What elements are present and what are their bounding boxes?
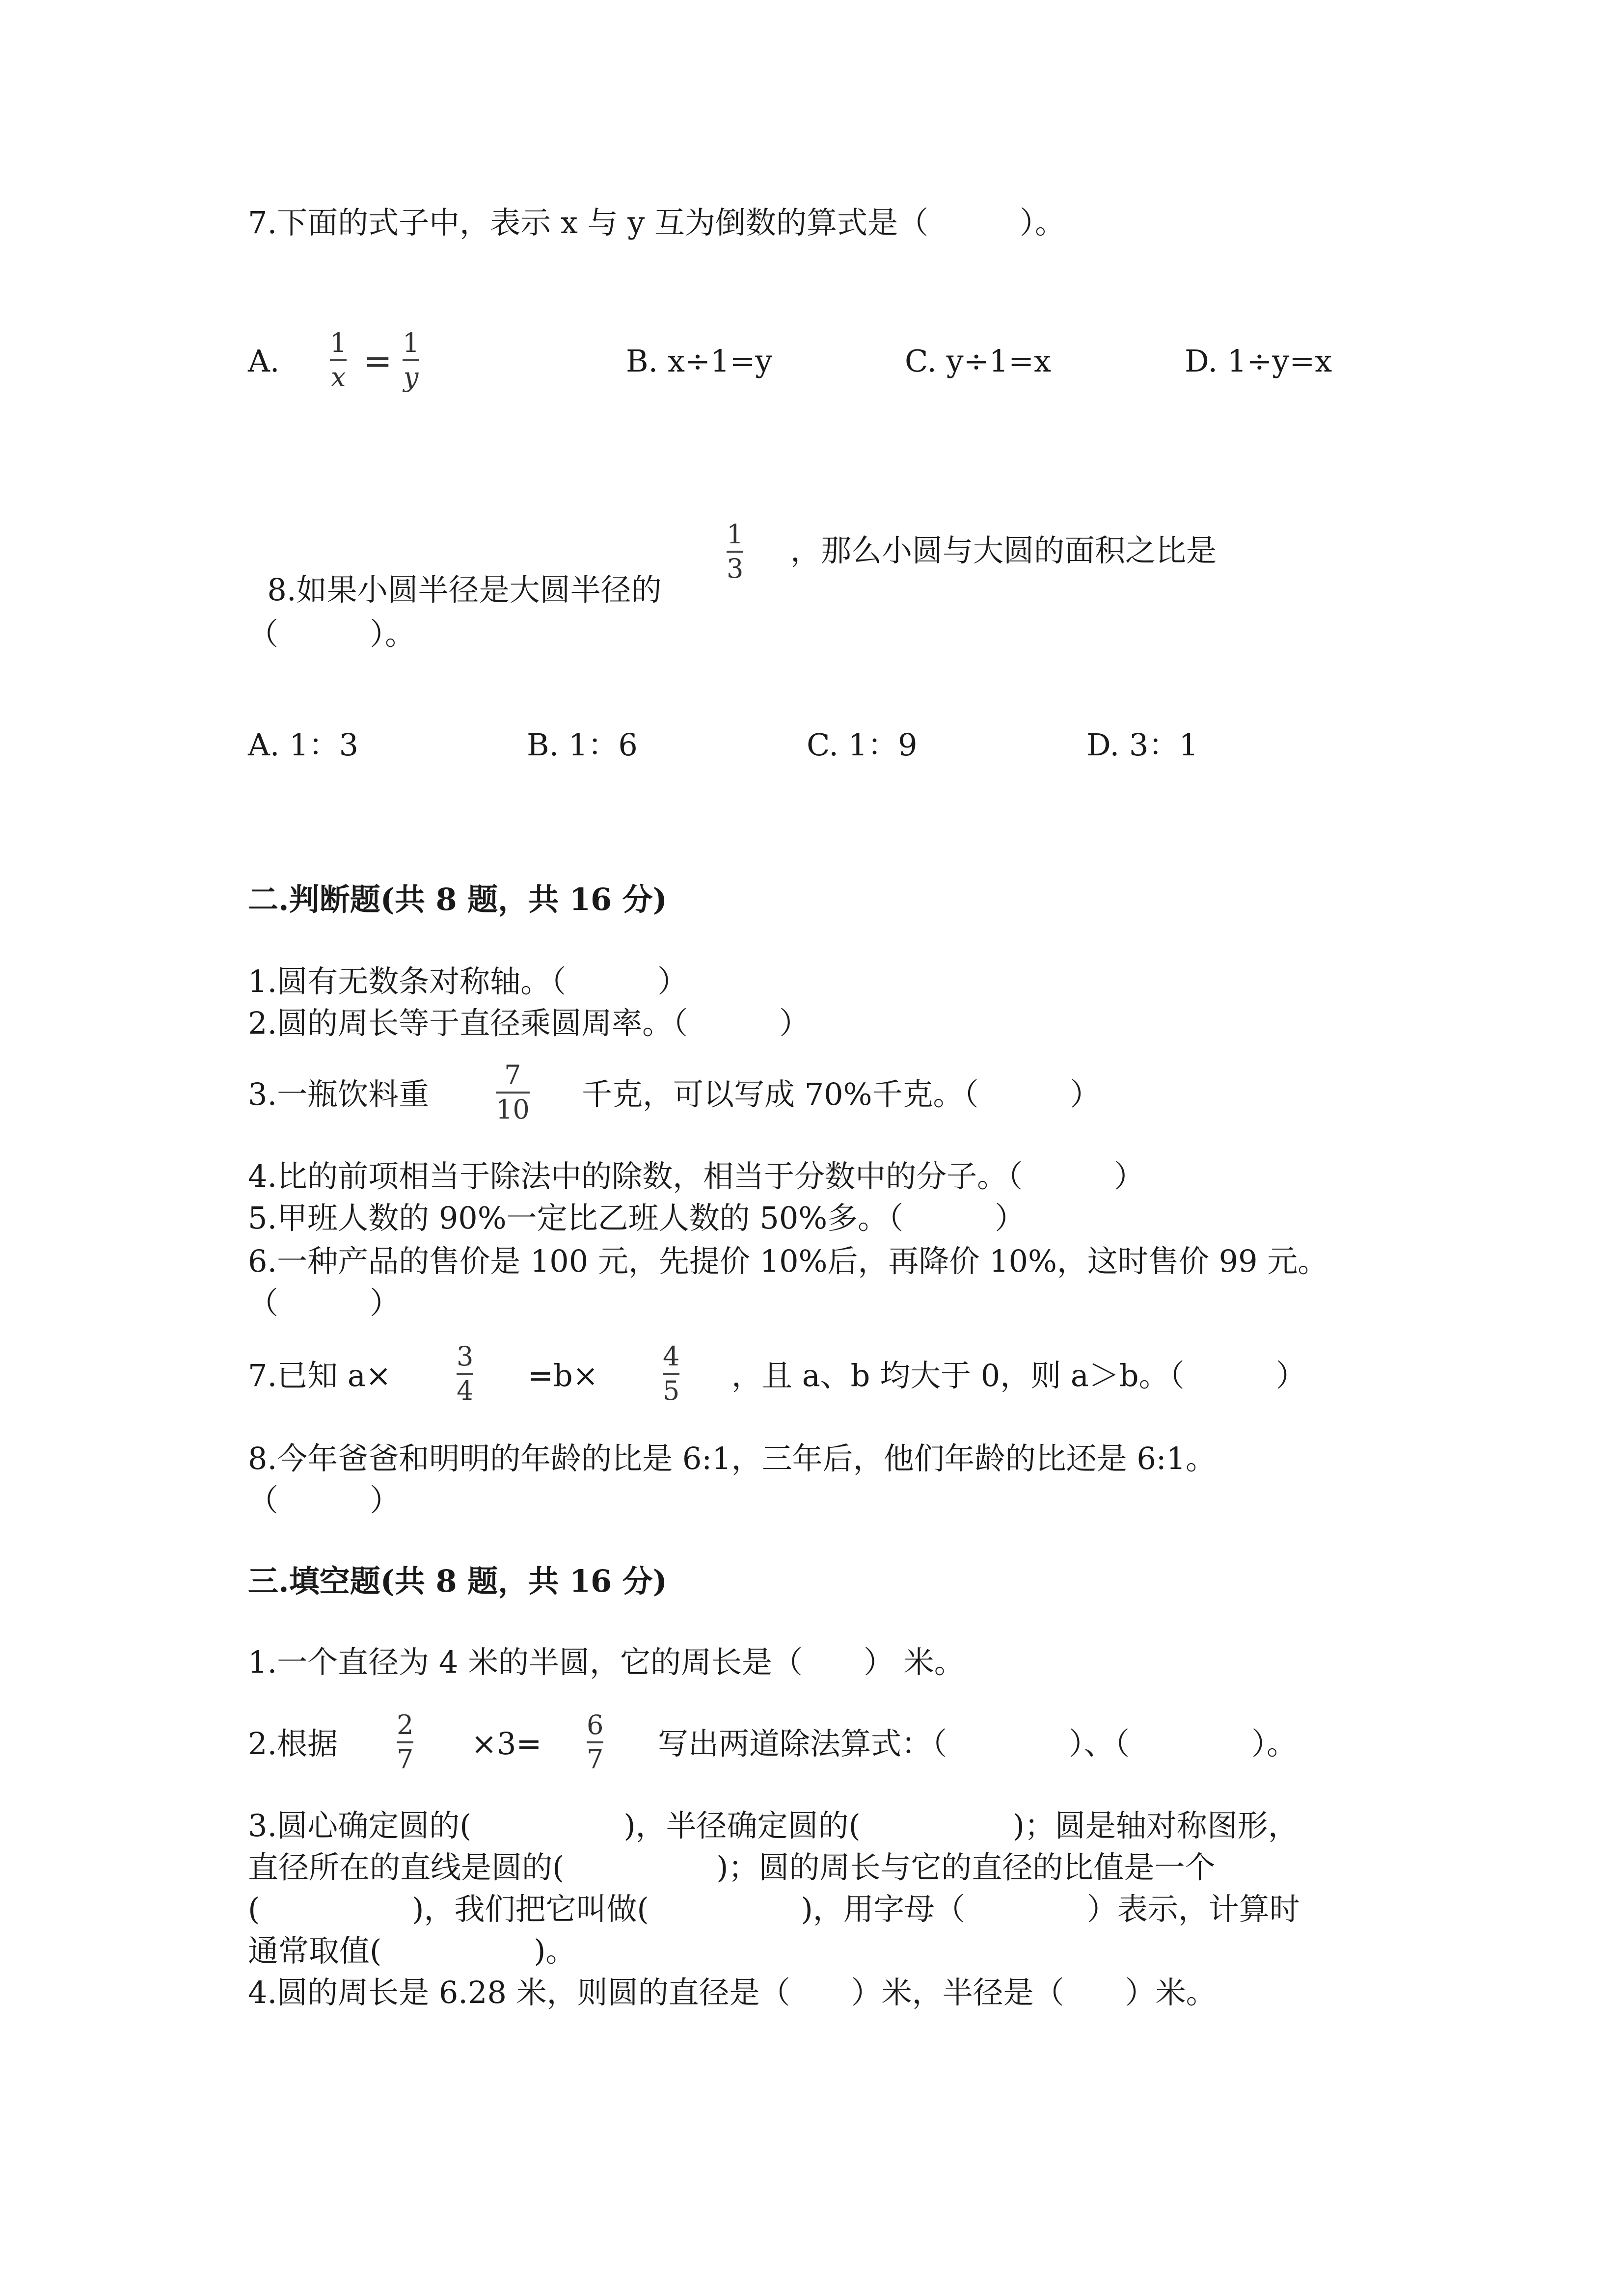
section3-item-3-line2: 直径所在的直线是圆的( )；圆的周长与它的直径的比值是一个: [248, 1849, 1216, 1885]
numerator: 2: [397, 1709, 414, 1740]
section3-item-2-mid: ×3=: [471, 1726, 542, 1762]
fraction-bar: [330, 359, 347, 361]
fraction-bar: [663, 1373, 679, 1375]
q7-option-a-fraction-1: [330, 328, 347, 393]
section2-item-8-line2: （ ）: [248, 1482, 401, 1518]
q8-option-d: D. 3：1: [1086, 727, 1198, 763]
numerator: 1: [403, 327, 420, 358]
numerator: 7: [504, 1060, 521, 1091]
section2-item-7-fraction-1: [457, 1341, 473, 1406]
q7-option-b: B. x÷1=y: [626, 343, 773, 379]
q7-option-c: C. y÷1=x: [905, 343, 1051, 379]
q8-option-c: C. 1：9: [807, 727, 918, 763]
fraction-bar: [587, 1741, 603, 1743]
fraction-bar: [403, 359, 419, 361]
section3-item-2-fraction-1: [397, 1710, 413, 1775]
section3-item-2-after: 写出两道除法算式：（ ）、（ ）。: [658, 1726, 1298, 1762]
q8-fraction: [727, 519, 743, 584]
section2-item-1: 1.圆有无数条对称轴。（ ）: [248, 963, 688, 999]
section3-item-4: 4.圆的周长是 6.28 米，则圆的直径是（ ）米，半径是（ ）米。: [248, 1975, 1217, 2010]
q8-stem-before: 8.如果小圆半径是大圆半径的: [267, 572, 662, 608]
denominator: 10: [496, 1094, 530, 1125]
fraction-bar: [496, 1092, 530, 1094]
q7-option-a-fraction-2: [403, 328, 419, 393]
section3-item-3-line3: ( )，我们把它叫做( )，用字母（ ）表示，计算时: [248, 1891, 1300, 1927]
q7-option-d: D. 1÷y=x: [1185, 343, 1332, 379]
q7-stem: 7.下面的式子中，表示 x 与 y 互为倒数的算式是（ ）。: [248, 205, 1065, 240]
q7-option-a-equals: =: [363, 341, 392, 381]
section2-item-7-after: ，且 a、b 均大于 0，则 a＞b。（ ）: [731, 1358, 1306, 1393]
q8-stem-line2: （ ）。: [248, 616, 416, 652]
q8-stem-after: ，那么小圆与大圆的面积之比是: [790, 533, 1217, 568]
section2-heading: 二.判断题(共 8 题，共 16 分): [248, 881, 668, 917]
section2-item-3-before: 3.一瓶饮料重: [248, 1076, 430, 1112]
fraction-bar: [727, 551, 743, 553]
q8-stem: [248, 531, 662, 610]
section2-item-4: 4.比的前项相当于除法中的除数，相当于分数中的分子。（ ）: [248, 1158, 1145, 1194]
numerator: 1: [330, 327, 347, 358]
numerator: 6: [587, 1709, 604, 1740]
section2-item-6-line1: 6.一种产品的售价是 100 元，先提价 10%后，再降价 10%，这时售价 99 元。: [248, 1243, 1328, 1279]
fraction-bar: [457, 1373, 473, 1375]
denominator: 5: [663, 1375, 680, 1406]
section3-heading: 三.填空题(共 8 题，共 16 分): [248, 1563, 668, 1599]
numerator: 3: [457, 1341, 474, 1372]
section3-item-3-line1: 3.圆心确定圆的( )，半径确定圆的( )；圆是轴对称图形，: [248, 1808, 1299, 1843]
q7-option-a-label: A.: [248, 343, 280, 379]
q8-option-b: B. 1：6: [527, 727, 638, 763]
denominator: 3: [727, 553, 744, 584]
section2-item-6-line2: （ ）: [248, 1285, 401, 1321]
section3-item-2-before: 2.根据: [248, 1726, 338, 1762]
section2-item-3-after: 千克，可以写成 70%千克。（ ）: [582, 1076, 1101, 1112]
denominator: x: [330, 362, 346, 393]
section2-item-2: 2.圆的周长等于直径乘圆周率。（ ）: [248, 1005, 810, 1041]
denominator: 4: [457, 1375, 474, 1406]
section3-item-3-line4: 通常取值( )。: [248, 1933, 576, 1969]
denominator: y: [403, 362, 419, 393]
numerator: 4: [663, 1341, 680, 1372]
fraction-bar: [397, 1741, 413, 1743]
numerator: 1: [727, 519, 744, 550]
section2-item-5: 5.甲班人数的 90%一定比乙班人数的 50%多。（ ）: [248, 1200, 1026, 1236]
section2-item-3-fraction: [496, 1060, 530, 1125]
section3-item-2-fraction-2: [587, 1710, 603, 1775]
section2-item-7-before: 7.已知 a×: [248, 1358, 391, 1393]
denominator: 7: [587, 1744, 604, 1775]
q8-option-a: A. 1：3: [248, 727, 359, 763]
denominator: 7: [397, 1744, 414, 1775]
section2-item-7-mid: =b×: [528, 1358, 598, 1393]
section3-item-1: 1.一个直径为 4 米的半圆，它的周长是（ ） 米。: [248, 1644, 965, 1680]
section2-item-7-fraction-2: [663, 1341, 679, 1406]
section2-item-8-line1: 8.今年爸爸和明明的年龄的比是 6:1，三年后，他们年龄的比还是 6:1。: [248, 1441, 1217, 1476]
